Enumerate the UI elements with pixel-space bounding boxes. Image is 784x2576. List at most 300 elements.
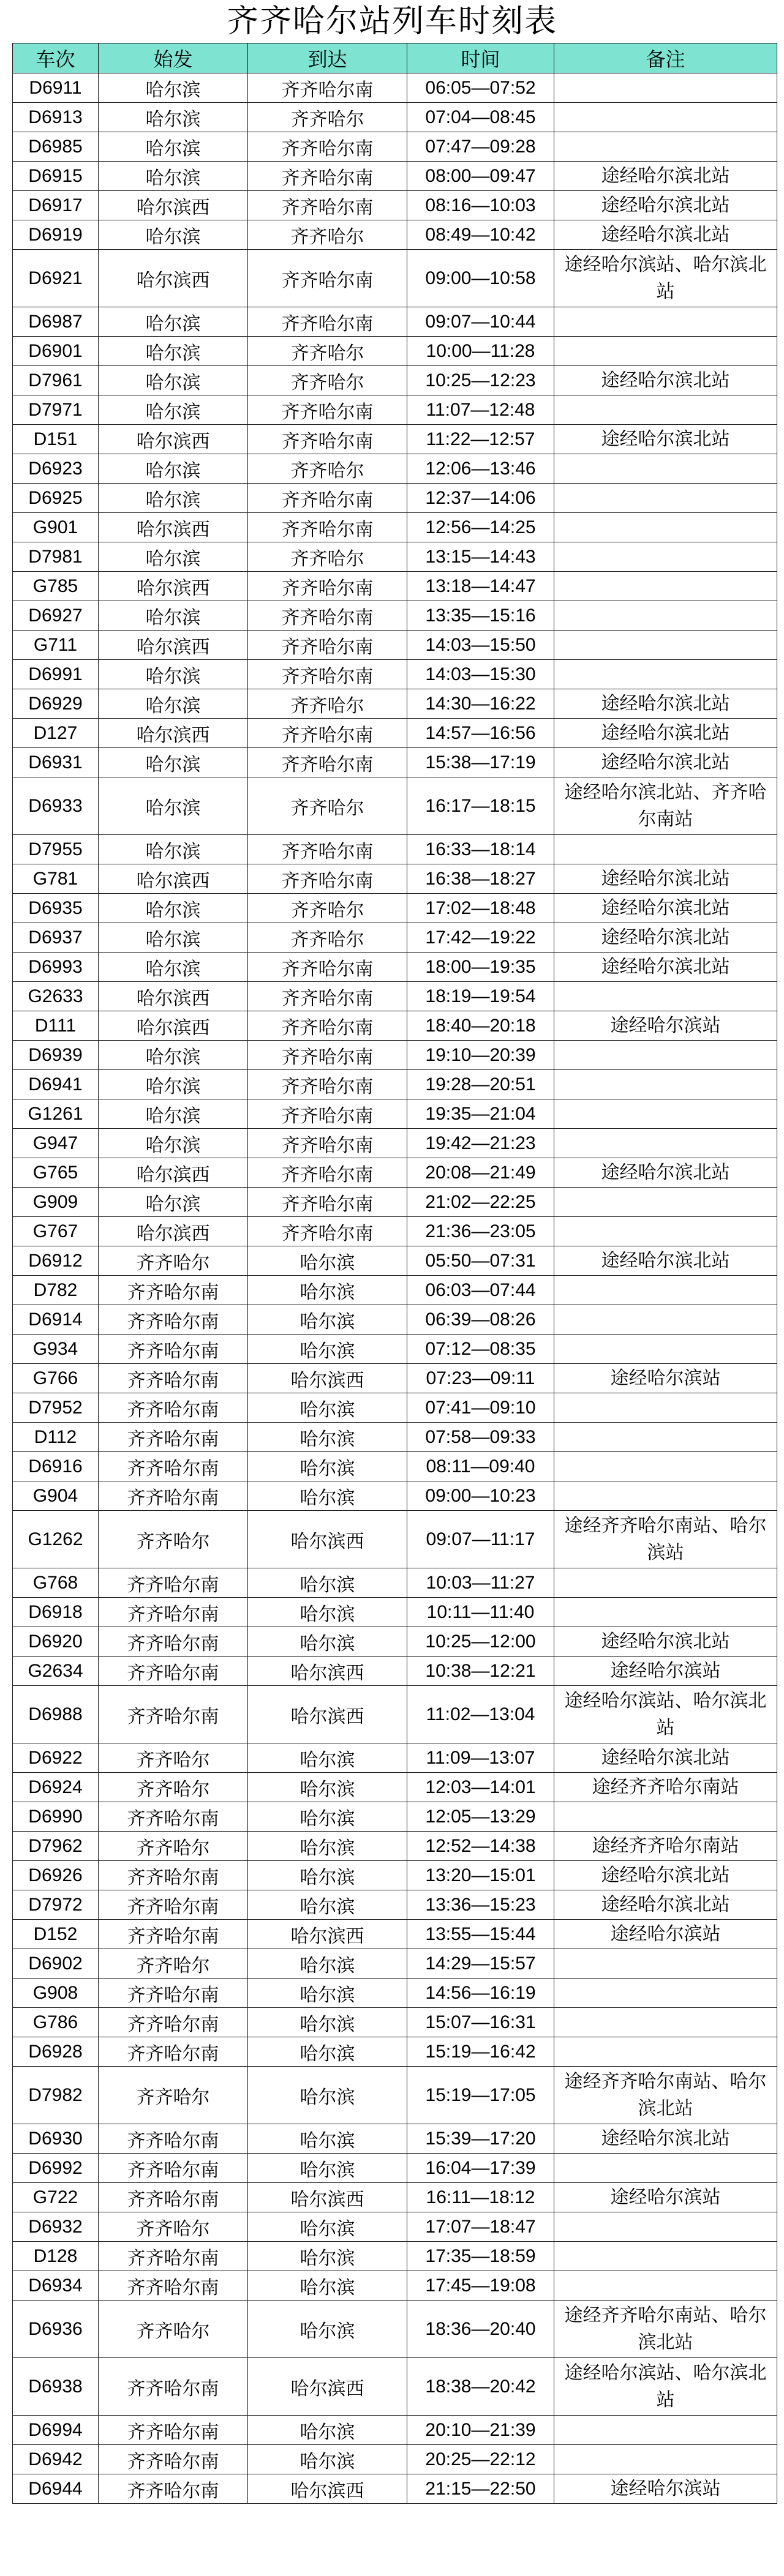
time-cell: 11:22—12:57 bbox=[407, 425, 554, 454]
note-cell: 途经哈尔滨北站、齐齐哈尔南站 bbox=[554, 777, 777, 835]
destination-cell: 哈尔滨 bbox=[248, 1598, 407, 1627]
table-row bbox=[13, 1129, 777, 1158]
note-cell: 途经哈尔滨北站 bbox=[554, 1246, 777, 1276]
destination-cell: 齐齐哈尔南 bbox=[248, 601, 407, 631]
origin-cell: 哈尔滨西 bbox=[99, 864, 248, 894]
note-cell bbox=[554, 1129, 777, 1158]
header-from: 始发 bbox=[99, 43, 248, 73]
destination-cell: 哈尔滨 bbox=[248, 1627, 407, 1657]
destination-cell: 哈尔滨 bbox=[248, 2242, 407, 2271]
table-row bbox=[13, 864, 777, 894]
time-cell: 11:09—13:07 bbox=[407, 1743, 554, 1773]
time-cell: 14:57—16:56 bbox=[407, 719, 554, 748]
train-number-cell: D6939 bbox=[13, 1041, 99, 1070]
destination-cell: 哈尔滨 bbox=[248, 1276, 407, 1305]
time-cell: 13:35—15:16 bbox=[407, 601, 554, 631]
train-number-cell: G711 bbox=[13, 631, 99, 660]
destination-cell: 齐齐哈尔南 bbox=[248, 425, 407, 454]
origin-cell: 齐齐哈尔 bbox=[99, 2301, 248, 2358]
train-number-cell: D128 bbox=[13, 2242, 99, 2271]
destination-cell: 齐齐哈尔南 bbox=[248, 1070, 407, 1099]
destination-cell: 哈尔滨 bbox=[248, 1568, 407, 1598]
note-cell bbox=[554, 601, 777, 631]
time-cell: 10:25—12:23 bbox=[407, 366, 554, 395]
origin-cell: 齐齐哈尔南 bbox=[99, 2183, 248, 2212]
train-number-cell: G909 bbox=[13, 1188, 99, 1217]
time-cell: 07:12—08:35 bbox=[407, 1335, 554, 1364]
time-cell: 08:00—09:47 bbox=[407, 162, 554, 191]
origin-cell: 哈尔滨 bbox=[99, 748, 248, 777]
time-cell: 06:05—07:52 bbox=[407, 73, 554, 103]
train-number-cell: D152 bbox=[13, 1920, 99, 1949]
note-cell bbox=[554, 1802, 777, 1832]
table-row bbox=[13, 132, 777, 162]
origin-cell: 哈尔滨 bbox=[99, 1099, 248, 1129]
train-number-cell: G934 bbox=[13, 1335, 99, 1364]
table-row bbox=[13, 513, 777, 542]
destination-cell: 齐齐哈尔南 bbox=[248, 395, 407, 425]
table-row bbox=[13, 1070, 777, 1099]
time-cell: 20:10—21:39 bbox=[407, 2416, 554, 2445]
train-number-cell: D6994 bbox=[13, 2416, 99, 2445]
time-cell: 15:38—17:19 bbox=[407, 748, 554, 777]
destination-cell: 齐齐哈尔南 bbox=[248, 1217, 407, 1246]
origin-cell: 齐齐哈尔南 bbox=[99, 1276, 248, 1305]
train-number-cell: D6934 bbox=[13, 2271, 99, 2301]
train-number-cell: G766 bbox=[13, 1364, 99, 1393]
table-row bbox=[13, 337, 777, 366]
table-row bbox=[13, 1188, 777, 1217]
table-row bbox=[13, 1861, 777, 1890]
destination-cell: 哈尔滨西 bbox=[248, 2474, 407, 2504]
origin-cell: 哈尔滨 bbox=[99, 777, 248, 835]
table-row bbox=[13, 1217, 777, 1246]
train-number-cell: D6942 bbox=[13, 2445, 99, 2474]
note-cell: 途经哈尔滨站 bbox=[554, 1920, 777, 1949]
time-cell: 18:36—20:40 bbox=[407, 2301, 554, 2358]
train-number-cell: G2633 bbox=[13, 982, 99, 1011]
note-cell bbox=[554, 2416, 777, 2445]
origin-cell: 哈尔滨 bbox=[99, 1070, 248, 1099]
destination-cell: 哈尔滨 bbox=[248, 2008, 407, 2037]
note-cell bbox=[554, 513, 777, 542]
time-cell: 21:36—23:05 bbox=[407, 1217, 554, 1246]
time-cell: 17:07—18:47 bbox=[407, 2212, 554, 2242]
train-number-cell: D7971 bbox=[13, 395, 99, 425]
train-number-cell: D151 bbox=[13, 425, 99, 454]
destination-cell: 齐齐哈尔南 bbox=[248, 513, 407, 542]
destination-cell: 哈尔滨西 bbox=[248, 2183, 407, 2212]
note-cell bbox=[554, 2008, 777, 2037]
note-cell bbox=[554, 1070, 777, 1099]
origin-cell: 齐齐哈尔南 bbox=[99, 1305, 248, 1335]
table-row bbox=[13, 2445, 777, 2474]
note-cell bbox=[554, 1452, 777, 1481]
origin-cell: 哈尔滨 bbox=[99, 162, 248, 191]
note-cell bbox=[554, 1188, 777, 1217]
table-row bbox=[13, 191, 777, 220]
time-cell: 07:58—09:33 bbox=[407, 1423, 554, 1452]
note-cell: 途经哈尔滨站 bbox=[554, 1657, 777, 1686]
time-cell: 10:25—12:00 bbox=[407, 1627, 554, 1657]
origin-cell: 齐齐哈尔 bbox=[99, 1743, 248, 1773]
note-cell: 途经哈尔滨北站 bbox=[554, 864, 777, 894]
table-row bbox=[13, 1158, 777, 1188]
table-row bbox=[13, 2358, 777, 2416]
table-row bbox=[13, 1393, 777, 1423]
time-cell: 19:42—21:23 bbox=[407, 1129, 554, 1158]
destination-cell: 哈尔滨 bbox=[248, 1481, 407, 1511]
time-cell: 09:00—10:23 bbox=[407, 1481, 554, 1511]
train-number-cell: G785 bbox=[13, 572, 99, 601]
origin-cell: 齐齐哈尔南 bbox=[99, 2124, 248, 2154]
destination-cell: 齐齐哈尔南 bbox=[248, 982, 407, 1011]
destination-cell: 齐齐哈尔南 bbox=[248, 191, 407, 220]
origin-cell: 齐齐哈尔南 bbox=[99, 1802, 248, 1832]
destination-cell: 齐齐哈尔南 bbox=[248, 162, 407, 191]
note-cell bbox=[554, 337, 777, 366]
origin-cell: 齐齐哈尔南 bbox=[99, 1861, 248, 1890]
table-row bbox=[13, 1041, 777, 1070]
origin-cell: 齐齐哈尔南 bbox=[99, 2037, 248, 2067]
destination-cell: 哈尔滨 bbox=[248, 1246, 407, 1276]
table-row bbox=[13, 953, 777, 982]
time-cell: 16:38—18:27 bbox=[407, 864, 554, 894]
note-cell: 途经哈尔滨站 bbox=[554, 1364, 777, 1393]
time-cell: 16:17—18:15 bbox=[407, 777, 554, 835]
train-number-cell: D6988 bbox=[13, 1686, 99, 1743]
note-cell bbox=[554, 1305, 777, 1335]
train-number-cell: D127 bbox=[13, 719, 99, 748]
train-number-cell: D7952 bbox=[13, 1393, 99, 1423]
train-number-cell: D6911 bbox=[13, 73, 99, 103]
train-number-cell: D7981 bbox=[13, 542, 99, 572]
note-cell: 途经哈尔滨北站 bbox=[554, 1890, 777, 1920]
time-cell: 12:06—13:46 bbox=[407, 454, 554, 484]
table-row bbox=[13, 1773, 777, 1802]
origin-cell: 哈尔滨 bbox=[99, 337, 248, 366]
note-cell bbox=[554, 2212, 777, 2242]
time-cell: 10:03—11:27 bbox=[407, 1568, 554, 1598]
destination-cell: 齐齐哈尔 bbox=[248, 923, 407, 953]
note-cell bbox=[554, 132, 777, 162]
origin-cell: 哈尔滨 bbox=[99, 307, 248, 337]
note-cell: 途经齐齐哈尔南站 bbox=[554, 1773, 777, 1802]
time-cell: 09:07—10:44 bbox=[407, 307, 554, 337]
destination-cell: 齐齐哈尔南 bbox=[248, 1011, 407, 1041]
destination-cell: 哈尔滨 bbox=[248, 2124, 407, 2154]
destination-cell: 哈尔滨 bbox=[248, 2445, 407, 2474]
destination-cell: 齐齐哈尔 bbox=[248, 542, 407, 572]
destination-cell: 哈尔滨 bbox=[248, 1452, 407, 1481]
origin-cell: 哈尔滨 bbox=[99, 1129, 248, 1158]
train-number-cell: D6901 bbox=[13, 337, 99, 366]
destination-cell: 哈尔滨西 bbox=[248, 2358, 407, 2416]
time-cell: 06:39—08:26 bbox=[407, 1305, 554, 1335]
origin-cell: 哈尔滨 bbox=[99, 220, 248, 250]
origin-cell: 哈尔滨 bbox=[99, 73, 248, 103]
table-row bbox=[13, 2271, 777, 2301]
table-row bbox=[13, 1568, 777, 1598]
note-cell: 途经哈尔滨北站 bbox=[554, 748, 777, 777]
time-cell: 05:50—07:31 bbox=[407, 1246, 554, 1276]
note-cell bbox=[554, 454, 777, 484]
train-number-cell: G765 bbox=[13, 1158, 99, 1188]
train-number-cell: D6902 bbox=[13, 1949, 99, 1979]
table-row bbox=[13, 454, 777, 484]
origin-cell: 齐齐哈尔 bbox=[99, 1832, 248, 1861]
note-cell: 途经哈尔滨北站 bbox=[554, 366, 777, 395]
destination-cell: 齐齐哈尔 bbox=[248, 454, 407, 484]
destination-cell: 齐齐哈尔南 bbox=[248, 1158, 407, 1188]
origin-cell: 哈尔滨 bbox=[99, 103, 248, 132]
table-row bbox=[13, 1511, 777, 1568]
time-cell: 19:28—20:51 bbox=[407, 1070, 554, 1099]
origin-cell: 哈尔滨 bbox=[99, 1041, 248, 1070]
train-number-cell: G947 bbox=[13, 1129, 99, 1158]
train-number-cell: G1262 bbox=[13, 1511, 99, 1568]
destination-cell: 哈尔滨西 bbox=[248, 1657, 407, 1686]
train-number-cell: D6935 bbox=[13, 894, 99, 923]
train-number-cell: D7961 bbox=[13, 366, 99, 395]
train-number-cell: D6991 bbox=[13, 660, 99, 689]
table-row bbox=[13, 835, 777, 864]
destination-cell: 齐齐哈尔 bbox=[248, 689, 407, 719]
train-number-cell: G1261 bbox=[13, 1099, 99, 1129]
note-cell bbox=[554, 1568, 777, 1598]
train-number-cell: D6990 bbox=[13, 1802, 99, 1832]
header-time: 时间 bbox=[407, 43, 554, 73]
time-cell: 17:42—19:22 bbox=[407, 923, 554, 953]
destination-cell: 齐齐哈尔 bbox=[248, 366, 407, 395]
train-number-cell: D6932 bbox=[13, 2212, 99, 2242]
train-number-cell: D6913 bbox=[13, 103, 99, 132]
origin-cell: 齐齐哈尔南 bbox=[99, 1452, 248, 1481]
origin-cell: 齐齐哈尔南 bbox=[99, 2242, 248, 2271]
table-row bbox=[13, 2067, 777, 2124]
train-number-cell: D6985 bbox=[13, 132, 99, 162]
origin-cell: 齐齐哈尔南 bbox=[99, 1364, 248, 1393]
origin-cell: 哈尔滨西 bbox=[99, 425, 248, 454]
train-number-cell: D6922 bbox=[13, 1743, 99, 1773]
table-row bbox=[13, 1890, 777, 1920]
origin-cell: 哈尔滨西 bbox=[99, 513, 248, 542]
note-cell: 途经哈尔滨北站 bbox=[554, 953, 777, 982]
table-row bbox=[13, 2124, 777, 2154]
train-number-cell: G781 bbox=[13, 864, 99, 894]
table-row bbox=[13, 2008, 777, 2037]
note-cell: 途经哈尔滨北站 bbox=[554, 2124, 777, 2154]
train-number-cell: G768 bbox=[13, 1568, 99, 1598]
time-cell: 14:03—15:50 bbox=[407, 631, 554, 660]
table-row bbox=[13, 1246, 777, 1276]
origin-cell: 哈尔滨 bbox=[99, 660, 248, 689]
origin-cell: 哈尔滨 bbox=[99, 132, 248, 162]
table-row bbox=[13, 162, 777, 191]
note-cell bbox=[554, 307, 777, 337]
origin-cell: 哈尔滨 bbox=[99, 366, 248, 395]
time-cell: 16:04—17:39 bbox=[407, 2154, 554, 2183]
destination-cell: 哈尔滨 bbox=[248, 2212, 407, 2242]
destination-cell: 齐齐哈尔南 bbox=[248, 719, 407, 748]
table-row bbox=[13, 1099, 777, 1129]
origin-cell: 哈尔滨 bbox=[99, 835, 248, 864]
header-to: 到达 bbox=[248, 43, 407, 73]
note-cell: 途经哈尔滨北站 bbox=[554, 220, 777, 250]
time-cell: 09:00—10:58 bbox=[407, 250, 554, 307]
header-note: 备注 bbox=[554, 43, 777, 73]
table-row bbox=[13, 2037, 777, 2067]
time-cell: 13:36—15:23 bbox=[407, 1890, 554, 1920]
origin-cell: 齐齐哈尔南 bbox=[99, 2445, 248, 2474]
table-row bbox=[13, 2154, 777, 2183]
table-row bbox=[13, 103, 777, 132]
destination-cell: 哈尔滨西 bbox=[248, 1511, 407, 1568]
origin-cell: 齐齐哈尔 bbox=[99, 1511, 248, 1568]
train-number-cell: D6915 bbox=[13, 162, 99, 191]
time-cell: 21:02—22:25 bbox=[407, 1188, 554, 1217]
table-row bbox=[13, 1364, 777, 1393]
note-cell bbox=[554, 484, 777, 513]
origin-cell: 齐齐哈尔南 bbox=[99, 1920, 248, 1949]
note-cell bbox=[554, 542, 777, 572]
time-cell: 12:37—14:06 bbox=[407, 484, 554, 513]
train-number-cell: G904 bbox=[13, 1481, 99, 1511]
destination-cell: 齐齐哈尔南 bbox=[248, 1129, 407, 1158]
time-cell: 19:10—20:39 bbox=[407, 1041, 554, 1070]
destination-cell: 齐齐哈尔 bbox=[248, 894, 407, 923]
origin-cell: 齐齐哈尔南 bbox=[99, 1890, 248, 1920]
origin-cell: 哈尔滨西 bbox=[99, 1217, 248, 1246]
train-number-cell: G908 bbox=[13, 1979, 99, 2008]
train-number-cell: G722 bbox=[13, 2183, 99, 2212]
table-row bbox=[13, 1305, 777, 1335]
time-cell: 21:15—22:50 bbox=[407, 2474, 554, 2504]
time-cell: 14:29—15:57 bbox=[407, 1949, 554, 1979]
destination-cell: 哈尔滨 bbox=[248, 1832, 407, 1861]
table-row bbox=[13, 1598, 777, 1627]
table-row bbox=[13, 748, 777, 777]
table-row bbox=[13, 1979, 777, 2008]
table-row bbox=[13, 982, 777, 1011]
time-cell: 11:02—13:04 bbox=[407, 1686, 554, 1743]
destination-cell: 哈尔滨 bbox=[248, 2416, 407, 2445]
origin-cell: 齐齐哈尔南 bbox=[99, 1686, 248, 1743]
destination-cell: 哈尔滨 bbox=[248, 1743, 407, 1773]
train-number-cell: D6933 bbox=[13, 777, 99, 835]
time-cell: 20:08—21:49 bbox=[407, 1158, 554, 1188]
table-row bbox=[13, 689, 777, 719]
train-number-cell: D6917 bbox=[13, 191, 99, 220]
time-cell: 17:45—19:08 bbox=[407, 2271, 554, 2301]
table-row bbox=[13, 220, 777, 250]
table-row bbox=[13, 425, 777, 454]
note-cell bbox=[554, 835, 777, 864]
note-cell bbox=[554, 1099, 777, 1129]
note-cell bbox=[554, 2271, 777, 2301]
origin-cell: 哈尔滨 bbox=[99, 894, 248, 923]
table-row bbox=[13, 395, 777, 425]
origin-cell: 哈尔滨西 bbox=[99, 1011, 248, 1041]
note-cell bbox=[554, 660, 777, 689]
note-cell bbox=[554, 1423, 777, 1452]
time-cell: 07:04—08:45 bbox=[407, 103, 554, 132]
origin-cell: 齐齐哈尔南 bbox=[99, 1335, 248, 1364]
note-cell: 途经哈尔滨北站 bbox=[554, 923, 777, 953]
time-cell: 16:33—18:14 bbox=[407, 835, 554, 864]
time-cell: 12:03—14:01 bbox=[407, 1773, 554, 1802]
note-cell: 途经哈尔滨北站 bbox=[554, 1743, 777, 1773]
destination-cell: 齐齐哈尔南 bbox=[248, 1188, 407, 1217]
note-cell bbox=[554, 631, 777, 660]
destination-cell: 哈尔滨 bbox=[248, 2271, 407, 2301]
note-cell: 途经哈尔滨北站 bbox=[554, 425, 777, 454]
origin-cell: 哈尔滨 bbox=[99, 601, 248, 631]
train-number-cell: G901 bbox=[13, 513, 99, 542]
destination-cell: 哈尔滨 bbox=[248, 1423, 407, 1452]
table-row bbox=[13, 777, 777, 835]
destination-cell: 齐齐哈尔南 bbox=[248, 484, 407, 513]
destination-cell: 哈尔滨 bbox=[248, 2067, 407, 2124]
destination-cell: 哈尔滨 bbox=[248, 1861, 407, 1890]
train-number-cell: D6987 bbox=[13, 307, 99, 337]
train-number-cell: G786 bbox=[13, 2008, 99, 2037]
note-cell bbox=[554, 1335, 777, 1364]
note-cell bbox=[554, 572, 777, 601]
origin-cell: 齐齐哈尔南 bbox=[99, 2008, 248, 2037]
train-number-cell: D6920 bbox=[13, 1627, 99, 1657]
note-cell: 途经哈尔滨站 bbox=[554, 2474, 777, 2504]
train-number-cell: D6927 bbox=[13, 601, 99, 631]
destination-cell: 哈尔滨西 bbox=[248, 1920, 407, 1949]
time-cell: 07:23—09:11 bbox=[407, 1364, 554, 1393]
train-number-cell: D112 bbox=[13, 1423, 99, 1452]
header-row bbox=[13, 43, 777, 73]
table-row bbox=[13, 2416, 777, 2445]
table-row bbox=[13, 1423, 777, 1452]
time-cell: 20:25—22:12 bbox=[407, 2445, 554, 2474]
destination-cell: 齐齐哈尔南 bbox=[248, 748, 407, 777]
table-row bbox=[13, 307, 777, 337]
table-row bbox=[13, 366, 777, 395]
train-number-cell: D6912 bbox=[13, 1246, 99, 1276]
origin-cell: 齐齐哈尔南 bbox=[99, 1568, 248, 1598]
table-row bbox=[13, 2301, 777, 2358]
destination-cell: 哈尔滨 bbox=[248, 1802, 407, 1832]
destination-cell: 哈尔滨 bbox=[248, 1890, 407, 1920]
train-number-cell: D111 bbox=[13, 1011, 99, 1041]
time-cell: 12:56—14:25 bbox=[407, 513, 554, 542]
time-cell: 09:07—11:17 bbox=[407, 1511, 554, 1568]
destination-cell: 哈尔滨西 bbox=[248, 1686, 407, 1743]
note-cell bbox=[554, 103, 777, 132]
note-cell: 途经哈尔滨北站 bbox=[554, 719, 777, 748]
note-cell bbox=[554, 982, 777, 1011]
train-number-cell: D6936 bbox=[13, 2301, 99, 2358]
destination-cell: 齐齐哈尔南 bbox=[248, 307, 407, 337]
time-cell: 19:35—21:04 bbox=[407, 1099, 554, 1129]
table-row bbox=[13, 1481, 777, 1511]
time-cell: 18:19—19:54 bbox=[407, 982, 554, 1011]
time-cell: 10:38—12:21 bbox=[407, 1657, 554, 1686]
origin-cell: 哈尔滨 bbox=[99, 953, 248, 982]
destination-cell: 齐齐哈尔南 bbox=[248, 1099, 407, 1129]
time-cell: 08:49—10:42 bbox=[407, 220, 554, 250]
destination-cell: 齐齐哈尔南 bbox=[248, 864, 407, 894]
note-cell: 途经哈尔滨北站 bbox=[554, 191, 777, 220]
origin-cell: 齐齐哈尔南 bbox=[99, 1393, 248, 1423]
origin-cell: 齐齐哈尔 bbox=[99, 1246, 248, 1276]
